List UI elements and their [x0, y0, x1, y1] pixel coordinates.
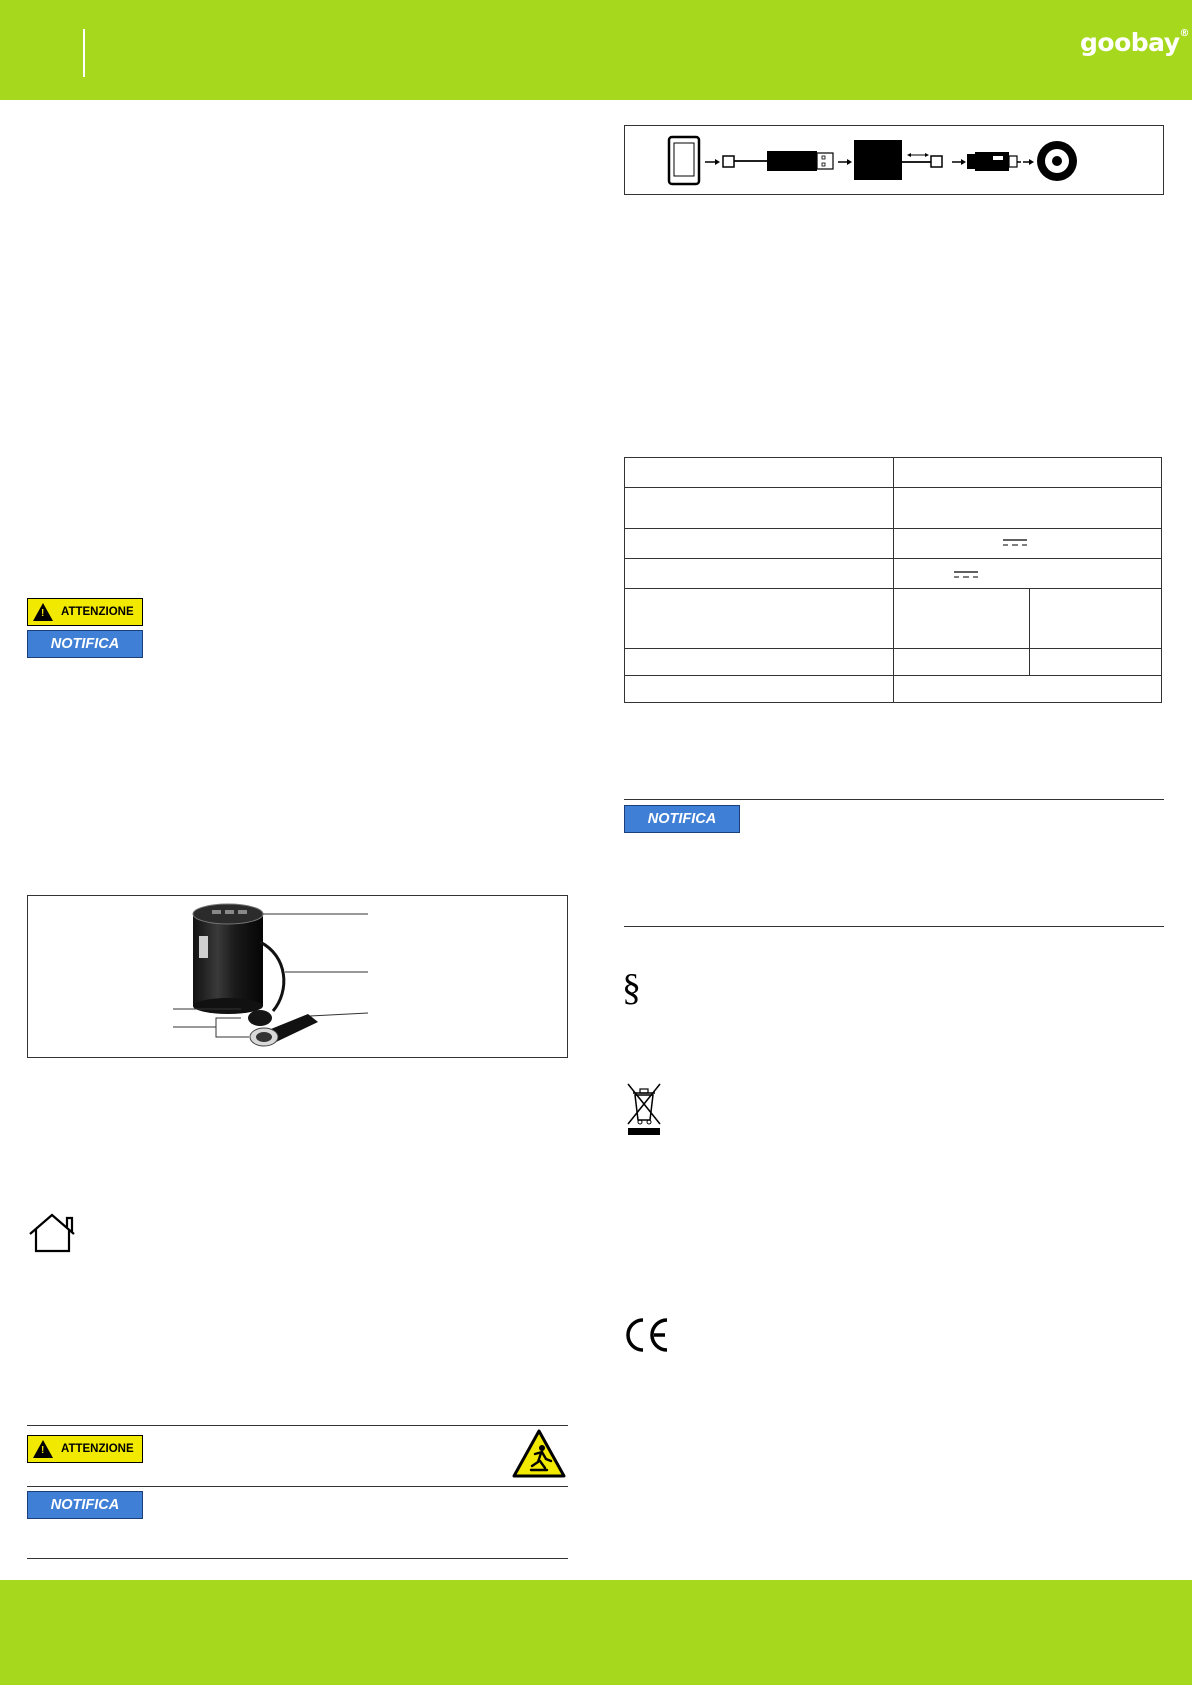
- table-cell: [625, 589, 894, 649]
- table-row: [625, 589, 1162, 649]
- product-illustration: [28, 896, 567, 1057]
- attention-label: ATTENZIONE: [61, 1443, 134, 1455]
- section-rule: [27, 1425, 568, 1426]
- table-cell: [1030, 649, 1162, 676]
- table-cell: [625, 458, 894, 488]
- table-cell: [894, 676, 1162, 703]
- smartphone-icon: [669, 137, 699, 184]
- warning-triangle-icon: !: [33, 603, 53, 621]
- connection-diagram-svg: [625, 126, 1163, 194]
- table-row: [625, 559, 1162, 589]
- warning-triangle-icon: !: [33, 1440, 53, 1458]
- connection-diagram: [624, 125, 1164, 195]
- table-row: [625, 529, 1162, 559]
- usb-plug-icon: [767, 151, 833, 171]
- trip-hazard-icon: [511, 1428, 567, 1480]
- goobay-logo: [1080, 28, 1189, 57]
- table-cell: [894, 488, 1162, 529]
- table-cell: [894, 529, 1162, 559]
- paragraph-symbol: §: [622, 967, 641, 1009]
- table-cell: [894, 559, 1162, 589]
- section-rule: [624, 799, 1164, 800]
- notice-label: NOTIFICA: [647, 811, 717, 827]
- attention-badge-2: [27, 1435, 143, 1463]
- section-rule: [27, 1486, 568, 1487]
- logo-text: goobay: [1080, 28, 1180, 57]
- notice-badge-3: [624, 805, 740, 833]
- section-rule: [624, 926, 1164, 927]
- table-cell: [894, 649, 1030, 676]
- attention-badge: [27, 598, 143, 626]
- table-cell: [894, 589, 1030, 649]
- table-cell: [625, 676, 894, 703]
- dc-symbol-icon: [954, 571, 978, 579]
- table-cell: [625, 559, 894, 589]
- weee-bin-icon: [626, 1082, 662, 1136]
- dc-symbol-icon: [1003, 539, 1027, 547]
- table-row: [625, 458, 1162, 488]
- table-cell: [625, 649, 894, 676]
- header-divider: [83, 29, 85, 77]
- notice-label: NOTIFICA: [50, 636, 120, 652]
- table-cell: [1030, 589, 1162, 649]
- table-cell: [625, 529, 894, 559]
- spec-table: [624, 457, 1162, 703]
- page-header: [0, 0, 1192, 100]
- ce-mark-icon: [623, 1316, 671, 1354]
- product-figure: [27, 895, 568, 1058]
- notice-label: NOTIFICA: [50, 1497, 120, 1513]
- table-cell: [625, 488, 894, 529]
- page-footer: [0, 1580, 1192, 1685]
- table-row: [625, 488, 1162, 529]
- charger-adapter-icon: [854, 140, 902, 180]
- section-rule: [27, 1558, 568, 1559]
- notice-badge-2: [27, 1491, 143, 1519]
- attention-label: ATTENZIONE: [61, 606, 134, 618]
- home-icon: [27, 1213, 79, 1253]
- notice-badge: [27, 630, 143, 658]
- socket-icon: [1037, 141, 1077, 181]
- table-cell: [894, 458, 1162, 488]
- table-row: [625, 676, 1162, 703]
- logo-registered-mark: ®: [1179, 28, 1190, 39]
- car-plug-icon: [967, 152, 1021, 171]
- table-row: [625, 649, 1162, 676]
